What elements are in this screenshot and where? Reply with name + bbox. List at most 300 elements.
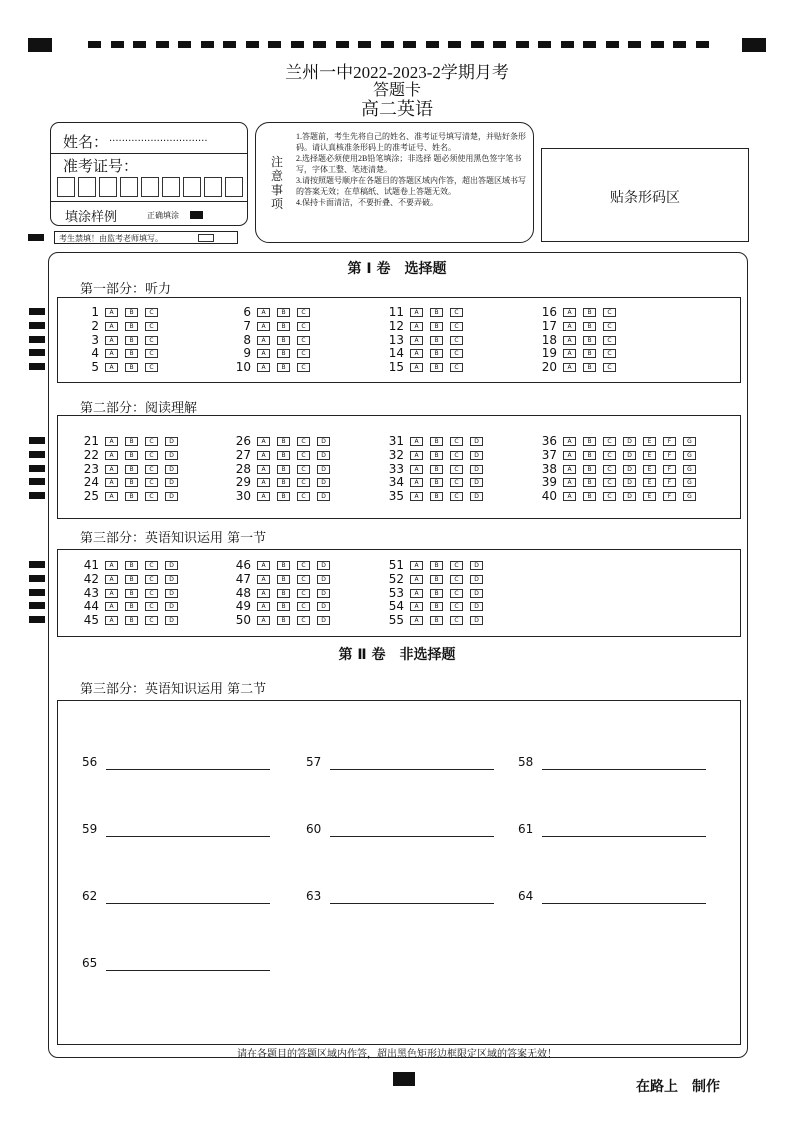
answer-bubble-a[interactable]: A xyxy=(410,308,423,317)
answer-bubble-b[interactable]: B xyxy=(125,478,138,487)
answer-bubble-b[interactable]: B xyxy=(277,478,290,487)
answer-bubble-b[interactable]: B xyxy=(430,336,443,345)
answer-bubble-a[interactable]: A xyxy=(105,308,118,317)
filled-sample-mark xyxy=(190,211,203,219)
answer-bubble-e[interactable]: E xyxy=(643,451,656,460)
answer-bubble-b[interactable]: B xyxy=(430,602,443,611)
answer-bubble-a[interactable]: A xyxy=(257,437,270,446)
answer-bubble-b[interactable]: B xyxy=(430,363,443,372)
answer-bubble-d[interactable]: D xyxy=(165,589,178,598)
answer-bubble-c[interactable]: C xyxy=(450,602,463,611)
answer-bubble-c[interactable]: C xyxy=(145,602,158,611)
question-row xyxy=(77,333,165,347)
question-number: 23 xyxy=(83,461,99,476)
answer-bubble-a[interactable]: A xyxy=(105,575,118,584)
answer-bubble-b[interactable]: B xyxy=(125,561,138,570)
question-row xyxy=(229,305,317,319)
answer-bubble-c[interactable]: C xyxy=(297,451,310,460)
answer-bubble-a[interactable]: A xyxy=(105,322,118,331)
answer-bubble-b[interactable]: B xyxy=(277,322,290,331)
timing-dash xyxy=(471,41,484,48)
answer-bubble-b[interactable]: B xyxy=(277,616,290,625)
answer-bubble-b[interactable]: B xyxy=(430,465,443,474)
answer-bubble-a[interactable]: A xyxy=(563,349,576,358)
answer-bubble-c[interactable]: C xyxy=(297,561,310,570)
proctor-fill-box[interactable] xyxy=(198,234,214,242)
notice-box xyxy=(255,122,534,243)
answer-bubble-c[interactable]: C xyxy=(297,465,310,474)
answer-bubble-d[interactable]: D xyxy=(623,451,636,460)
question-number: 26 xyxy=(235,434,251,448)
answer-bubble-b[interactable]: B xyxy=(583,349,596,358)
answer-line[interactable] xyxy=(542,902,706,904)
answer-bubble-a[interactable]: A xyxy=(257,478,270,487)
answer-bubble-g[interactable]: G xyxy=(683,437,696,446)
question-number: 34 xyxy=(388,475,404,490)
answer-bubble-d[interactable]: D xyxy=(317,451,330,460)
answer-bubble-c[interactable]: C xyxy=(145,492,158,501)
sample-correct-label: 正确填涂 xyxy=(147,211,179,220)
answer-bubble-b[interactable]: B xyxy=(583,363,596,372)
answer-bubble-c[interactable]: C xyxy=(145,336,158,345)
answer-bubble-a[interactable]: A xyxy=(410,363,423,372)
answer-bubble-a[interactable]: A xyxy=(257,465,270,474)
answer-line[interactable] xyxy=(330,768,494,770)
question-number: 42 xyxy=(83,571,99,586)
timing-dash xyxy=(583,41,596,48)
answer-bubble-c[interactable]: C xyxy=(297,363,310,372)
answer-bubble-c[interactable]: C xyxy=(450,561,463,570)
answer-bubble-a[interactable]: A xyxy=(257,589,270,598)
answer-bubble-c[interactable]: C xyxy=(145,465,158,474)
answer-bubble-c[interactable]: C xyxy=(297,478,310,487)
question-number: 45 xyxy=(83,613,99,628)
answer-bubble-d[interactable]: D xyxy=(165,602,178,611)
answer-bubble-b[interactable]: B xyxy=(430,349,443,358)
answer-bubble-c[interactable]: C xyxy=(603,451,616,460)
question-row xyxy=(229,462,337,476)
question-row xyxy=(382,319,470,333)
answer-bubble-b[interactable]: B xyxy=(125,349,138,358)
blank-number: 58 xyxy=(518,755,534,769)
answer-bubble-a[interactable]: A xyxy=(563,336,576,345)
answer-bubble-d[interactable]: D xyxy=(317,437,330,446)
answer-bubble-a[interactable]: A xyxy=(410,492,423,501)
answer-bubble-e[interactable]: E xyxy=(643,465,656,474)
answer-bubble-c[interactable]: C xyxy=(603,363,616,372)
answer-bubble-a[interactable]: A xyxy=(410,322,423,331)
answer-bubble-b[interactable]: B xyxy=(583,465,596,474)
answer-bubble-c[interactable]: C xyxy=(145,561,158,570)
answer-bubble-a[interactable]: A xyxy=(410,561,423,570)
answer-bubble-b[interactable]: B xyxy=(277,349,290,358)
question-number: 15 xyxy=(388,360,404,375)
question-row xyxy=(229,489,337,503)
answer-bubble-b[interactable]: B xyxy=(125,437,138,446)
timing-dash xyxy=(178,41,191,48)
answer-bubble-d[interactable]: D xyxy=(165,451,178,460)
side-timing-mark xyxy=(29,589,45,596)
answer-bubble-b[interactable]: B xyxy=(430,616,443,625)
question-number: 46 xyxy=(235,558,251,572)
answer-bubble-a[interactable]: A xyxy=(257,492,270,501)
answer-bubble-c[interactable]: C xyxy=(145,322,158,331)
answer-bubble-b[interactable]: B xyxy=(277,561,290,570)
answer-bubble-a[interactable]: A xyxy=(410,465,423,474)
answer-bubble-a[interactable]: A xyxy=(563,451,576,460)
question-row xyxy=(382,475,490,489)
question-number: 40 xyxy=(541,489,557,504)
answer-bubble-c[interactable]: C xyxy=(603,308,616,317)
answer-bubble-b[interactable]: B xyxy=(125,465,138,474)
answer-bubble-b[interactable]: B xyxy=(277,465,290,474)
answer-bubble-d[interactable]: D xyxy=(623,478,636,487)
answer-bubble-c[interactable]: C xyxy=(145,363,158,372)
answer-bubble-d[interactable]: D xyxy=(470,451,483,460)
answer-line[interactable] xyxy=(330,902,494,904)
answer-bubble-d[interactable]: D xyxy=(317,602,330,611)
notice-list xyxy=(296,131,528,208)
side-timing-mark xyxy=(29,616,45,623)
answer-bubble-a[interactable]: A xyxy=(257,575,270,584)
answer-bubble-d[interactable]: D xyxy=(165,437,178,446)
answer-bubble-c[interactable]: C xyxy=(145,589,158,598)
answer-bubble-c[interactable]: C xyxy=(450,616,463,625)
answer-bubble-b[interactable]: B xyxy=(125,492,138,501)
answer-bubble-c[interactable]: C xyxy=(145,616,158,625)
answer-bubble-c[interactable]: C xyxy=(297,437,310,446)
answer-bubble-a[interactable]: A xyxy=(257,561,270,570)
answer-bubble-f[interactable]: F xyxy=(663,437,676,446)
answer-bubble-a[interactable]: A xyxy=(105,602,118,611)
answer-bubble-c[interactable]: C xyxy=(603,322,616,331)
answer-bubble-d[interactable]: D xyxy=(470,602,483,611)
answer-bubble-a[interactable]: A xyxy=(257,616,270,625)
question-number: 17 xyxy=(541,318,557,333)
answer-bubble-b[interactable]: B xyxy=(277,492,290,501)
answer-bubble-c[interactable]: C xyxy=(603,478,616,487)
answer-line[interactable] xyxy=(106,768,270,770)
answer-bubble-a[interactable]: A xyxy=(410,451,423,460)
question-row xyxy=(77,462,185,476)
answer-bubble-d[interactable]: D xyxy=(470,465,483,474)
answer-bubble-a[interactable]: A xyxy=(105,437,118,446)
corner-mark-top-left xyxy=(28,38,52,52)
answer-bubble-c[interactable]: C xyxy=(297,589,310,598)
question-number: 19 xyxy=(541,346,557,361)
answer-bubble-c[interactable]: C xyxy=(603,437,616,446)
answer-bubble-b[interactable]: B xyxy=(430,589,443,598)
question-number: 8 xyxy=(243,332,251,347)
answer-bubble-c[interactable]: C xyxy=(450,322,463,331)
answer-bubble-d[interactable]: D xyxy=(317,616,330,625)
answer-line[interactable] xyxy=(542,768,706,770)
answer-bubble-e[interactable]: E xyxy=(643,437,656,446)
answer-bubble-b[interactable]: B xyxy=(277,602,290,611)
answer-bubble-a[interactable]: A xyxy=(257,451,270,460)
answer-bubble-a[interactable]: A xyxy=(563,478,576,487)
answer-bubble-c[interactable]: C xyxy=(603,492,616,501)
answer-bubble-c[interactable]: C xyxy=(450,589,463,598)
answer-bubble-c[interactable]: C xyxy=(450,349,463,358)
question-number: 27 xyxy=(235,447,251,462)
answer-bubble-c[interactable]: C xyxy=(450,465,463,474)
answer-bubble-c[interactable]: C xyxy=(450,336,463,345)
question-row xyxy=(77,613,185,627)
timing-dash xyxy=(201,41,214,48)
timing-dash xyxy=(156,41,169,48)
notice-item: 4.保持卡面清洁，不要折叠、不要弄破。 xyxy=(296,198,438,207)
answer-bubble-a[interactable]: A xyxy=(563,308,576,317)
answer-bubble-b[interactable]: B xyxy=(125,575,138,584)
answer-bubble-c[interactable]: C xyxy=(145,478,158,487)
barcode-area: 贴条形码区 xyxy=(541,148,749,242)
answer-bubble-c[interactable]: C xyxy=(297,602,310,611)
answer-bubble-b[interactable]: B xyxy=(430,451,443,460)
question-number: 9 xyxy=(243,346,251,361)
answer-bubble-e[interactable]: E xyxy=(643,492,656,501)
question-row xyxy=(535,305,623,319)
answer-bubble-d[interactable]: D xyxy=(165,465,178,474)
side-timing-mark xyxy=(29,451,45,458)
answer-bubble-a[interactable]: A xyxy=(410,478,423,487)
answer-bubble-g[interactable]: G xyxy=(683,478,696,487)
answer-line[interactable] xyxy=(330,835,494,837)
id-number-cells[interactable] xyxy=(57,177,246,201)
answer-bubble-c[interactable]: C xyxy=(297,616,310,625)
answer-bubble-c[interactable]: C xyxy=(603,465,616,474)
answer-bubble-a[interactable]: A xyxy=(105,349,118,358)
answer-bubble-a[interactable]: A xyxy=(563,437,576,446)
answer-bubble-f[interactable]: F xyxy=(663,465,676,474)
answer-bubble-a[interactable]: A xyxy=(257,308,270,317)
answer-bubble-c[interactable]: C xyxy=(297,492,310,501)
timing-dash xyxy=(223,41,236,48)
answer-bubble-b[interactable]: B xyxy=(430,308,443,317)
answer-bubble-b[interactable]: B xyxy=(583,451,596,460)
answer-bubble-d[interactable]: D xyxy=(317,589,330,598)
answer-bubble-a[interactable]: A xyxy=(105,589,118,598)
answer-line[interactable] xyxy=(542,835,706,837)
answer-bubble-d[interactable]: D xyxy=(165,616,178,625)
subject-title: 高二英语 xyxy=(361,99,433,119)
answer-bubble-a[interactable]: A xyxy=(257,602,270,611)
notice-item: 2.选择题必须使用2B铅笔填涂；非选择 题必须使用黑色签字笔书写，字体工整、笔迹清楚。 xyxy=(296,154,522,174)
answer-bubble-c[interactable]: C xyxy=(297,349,310,358)
answer-bubble-b[interactable]: B xyxy=(125,308,138,317)
answer-bubble-b[interactable]: B xyxy=(277,575,290,584)
answer-bubble-a[interactable]: A xyxy=(257,336,270,345)
question-number: 39 xyxy=(541,475,557,490)
question-number: 55 xyxy=(388,613,404,628)
answer-bubble-a[interactable]: A xyxy=(105,492,118,501)
answer-bubble-c[interactable]: C xyxy=(603,336,616,345)
answer-bubble-d[interactable]: D xyxy=(165,575,178,584)
answer-bubble-b[interactable]: B xyxy=(277,451,290,460)
answer-bubble-d[interactable]: D xyxy=(165,561,178,570)
answer-bubble-b[interactable]: B xyxy=(125,322,138,331)
name-field[interactable]: ............................... xyxy=(109,133,208,144)
answer-bubble-a[interactable]: A xyxy=(410,589,423,598)
answer-bubble-a[interactable]: A xyxy=(410,616,423,625)
answer-bubble-c[interactable]: C xyxy=(450,437,463,446)
answer-bubble-b[interactable]: B xyxy=(583,336,596,345)
answer-bubble-b[interactable]: B xyxy=(583,322,596,331)
answer-bubble-b[interactable]: B xyxy=(125,616,138,625)
answer-bubble-b[interactable]: B xyxy=(583,478,596,487)
answer-bubble-c[interactable]: C xyxy=(450,451,463,460)
blank-number: 65 xyxy=(82,956,98,970)
answer-line[interactable] xyxy=(106,902,270,904)
answer-bubble-b[interactable]: B xyxy=(430,437,443,446)
answer-bubble-b[interactable]: B xyxy=(583,437,596,446)
answer-bubble-a[interactable]: A xyxy=(105,561,118,570)
answer-bubble-d[interactable]: D xyxy=(317,465,330,474)
answer-bubble-b[interactable]: B xyxy=(125,602,138,611)
answer-bubble-d[interactable]: D xyxy=(470,478,483,487)
answer-bubble-f[interactable]: F xyxy=(663,492,676,501)
answer-bubble-a[interactable]: A xyxy=(410,437,423,446)
answer-bubble-c[interactable]: C xyxy=(145,437,158,446)
answer-bubble-b[interactable]: B xyxy=(277,336,290,345)
question-row xyxy=(382,305,470,319)
question-row xyxy=(382,558,490,572)
answer-bubble-a[interactable]: A xyxy=(105,336,118,345)
part1-title: 第 Ⅰ 卷 选择题 xyxy=(347,261,447,277)
answer-bubble-d[interactable]: D xyxy=(470,616,483,625)
answer-bubble-b[interactable]: B xyxy=(583,492,596,501)
answer-bubble-b[interactable]: B xyxy=(430,492,443,501)
answer-bubble-c[interactable]: C xyxy=(297,308,310,317)
answer-bubble-b[interactable]: B xyxy=(125,589,138,598)
answer-bubble-d[interactable]: D xyxy=(317,478,330,487)
answer-bubble-a[interactable]: A xyxy=(563,322,576,331)
answer-line[interactable] xyxy=(106,969,270,971)
answer-bubble-g[interactable]: G xyxy=(683,451,696,460)
student-info-box xyxy=(50,122,248,226)
timing-dash xyxy=(358,41,371,48)
corner-mark-top-right xyxy=(742,38,766,52)
question-number: 41 xyxy=(83,558,99,572)
answer-bubble-d[interactable]: D xyxy=(470,492,483,501)
timing-dash xyxy=(246,41,259,48)
answer-bubble-b[interactable]: B xyxy=(583,308,596,317)
part2-title: 第 Ⅱ 卷 非选择题 xyxy=(338,647,456,663)
answer-bubble-a[interactable]: A xyxy=(410,602,423,611)
answer-bubble-a[interactable]: A xyxy=(105,451,118,460)
answer-bubble-f[interactable]: F xyxy=(663,451,676,460)
answer-bubble-c[interactable]: C xyxy=(297,336,310,345)
section-cloze-label: 第三部分：英语知识运用 第一节 xyxy=(80,531,267,546)
question-row xyxy=(77,448,185,462)
answer-bubble-a[interactable]: A xyxy=(410,575,423,584)
question-number: 47 xyxy=(235,571,251,586)
question-row xyxy=(535,346,623,360)
section-listening-label: 第一部分：听力 xyxy=(80,282,172,297)
answer-bubble-d[interactable]: D xyxy=(165,492,178,501)
answer-bubble-d[interactable]: D xyxy=(623,492,636,501)
question-row xyxy=(382,613,490,627)
answer-bubble-a[interactable]: A xyxy=(257,322,270,331)
answer-bubble-a[interactable]: A xyxy=(563,492,576,501)
section-reading-label: 第二部分：阅读理解 xyxy=(80,401,198,416)
answer-bubble-d[interactable]: D xyxy=(623,437,636,446)
answer-bubble-a[interactable]: A xyxy=(410,336,423,345)
answer-bubble-c[interactable]: C xyxy=(450,575,463,584)
answer-bubble-d[interactable]: D xyxy=(165,478,178,487)
answer-bubble-c[interactable]: C xyxy=(450,492,463,501)
side-timing-mark xyxy=(29,437,45,444)
answer-bubble-c[interactable]: C xyxy=(450,478,463,487)
side-timing-mark xyxy=(29,575,45,582)
question-number: 54 xyxy=(388,599,404,614)
answer-bubble-d[interactable]: D xyxy=(470,437,483,446)
answer-bubble-a[interactable]: A xyxy=(105,616,118,625)
answer-bubble-b[interactable]: B xyxy=(125,363,138,372)
answer-bubble-a[interactable]: A xyxy=(257,349,270,358)
answer-bubble-d[interactable]: D xyxy=(470,575,483,584)
question-number: 37 xyxy=(541,447,557,462)
answer-bubble-c[interactable]: C xyxy=(297,322,310,331)
answer-bubble-a[interactable]: A xyxy=(257,363,270,372)
answer-bubble-d[interactable]: D xyxy=(470,561,483,570)
answer-bubble-d[interactable]: D xyxy=(317,492,330,501)
answer-bubble-c[interactable]: C xyxy=(145,349,158,358)
answer-bubble-g[interactable]: G xyxy=(683,492,696,501)
answer-bubble-a[interactable]: A xyxy=(105,363,118,372)
answer-bubble-a[interactable]: A xyxy=(563,363,576,372)
question-row xyxy=(382,599,490,613)
question-row xyxy=(229,360,317,374)
answer-bubble-a[interactable]: A xyxy=(563,465,576,474)
answer-bubble-b[interactable]: B xyxy=(277,589,290,598)
answer-bubble-c[interactable]: C xyxy=(145,308,158,317)
question-row xyxy=(77,346,165,360)
timing-dash xyxy=(313,41,326,48)
answer-bubble-a[interactable]: A xyxy=(410,349,423,358)
question-row xyxy=(77,572,185,586)
answer-bubble-a[interactable]: A xyxy=(105,478,118,487)
answer-bubble-d[interactable]: D xyxy=(470,589,483,598)
answer-bubble-b[interactable]: B xyxy=(430,322,443,331)
answer-bubble-e[interactable]: E xyxy=(643,478,656,487)
answer-bubble-b[interactable]: B xyxy=(125,451,138,460)
answer-bubble-b[interactable]: B xyxy=(277,363,290,372)
answer-bubble-b[interactable]: B xyxy=(430,561,443,570)
question-number: 11 xyxy=(388,305,404,319)
answer-bubble-c[interactable]: C xyxy=(145,575,158,584)
answer-bubble-a[interactable]: A xyxy=(105,465,118,474)
answer-bubble-b[interactable]: B xyxy=(277,308,290,317)
question-row xyxy=(77,599,185,613)
answer-bubble-b[interactable]: B xyxy=(125,336,138,345)
answer-bubble-c[interactable]: C xyxy=(297,575,310,584)
timing-dash xyxy=(651,41,664,48)
answer-bubble-c[interactable]: C xyxy=(450,308,463,317)
answer-bubble-g[interactable]: G xyxy=(683,465,696,474)
answer-bubble-f[interactable]: F xyxy=(663,478,676,487)
answer-bubble-b[interactable]: B xyxy=(430,478,443,487)
answer-bubble-d[interactable]: D xyxy=(317,561,330,570)
answer-bubble-b[interactable]: B xyxy=(430,575,443,584)
answer-bubble-c[interactable]: C xyxy=(603,349,616,358)
answer-bubble-b[interactable]: B xyxy=(277,437,290,446)
answer-bubble-c[interactable]: C xyxy=(145,451,158,460)
answer-bubble-c[interactable]: C xyxy=(450,363,463,372)
answer-bubble-d[interactable]: D xyxy=(623,465,636,474)
answer-bubble-d[interactable]: D xyxy=(317,575,330,584)
answer-line[interactable] xyxy=(106,835,270,837)
